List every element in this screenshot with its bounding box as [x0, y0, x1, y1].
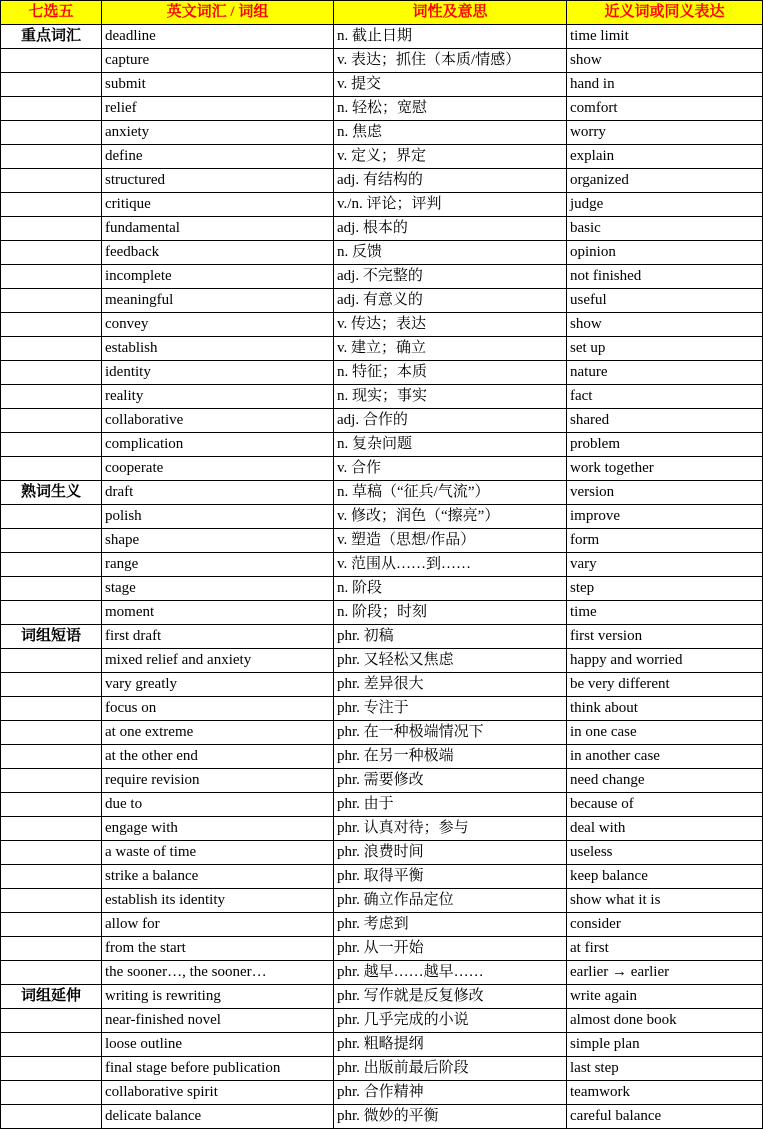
category-cell	[1, 937, 102, 961]
category-cell	[1, 553, 102, 577]
english-cell: define	[102, 145, 334, 169]
english-cell: establish its identity	[102, 889, 334, 913]
meaning-cell: v. 修改；润色（“擦亮”）	[334, 505, 567, 529]
synonym-cell: vary	[567, 553, 763, 577]
header-english: 英文词汇 / 词组	[102, 1, 334, 25]
category-cell: 熟词生义	[1, 481, 102, 505]
category-cell	[1, 145, 102, 169]
table-row	[1, 913, 763, 937]
synonym-cell: show	[567, 49, 763, 73]
table-row	[1, 73, 763, 97]
table-row	[1, 193, 763, 217]
category-cell: 重点词汇	[1, 25, 102, 49]
category-cell	[1, 289, 102, 313]
category-cell	[1, 1009, 102, 1033]
table-body	[1, 25, 763, 1129]
synonym-cell: need change	[567, 769, 763, 793]
english-cell: moment	[102, 601, 334, 625]
english-cell: focus on	[102, 697, 334, 721]
table-row	[1, 625, 763, 649]
english-cell: loose outline	[102, 1033, 334, 1057]
synonym-cell: be very different	[567, 673, 763, 697]
synonym-cell: nature	[567, 361, 763, 385]
category-cell	[1, 913, 102, 937]
english-cell: anxiety	[102, 121, 334, 145]
english-cell: identity	[102, 361, 334, 385]
meaning-cell: n. 反馈	[334, 241, 567, 265]
table-row	[1, 1105, 763, 1129]
english-cell: stage	[102, 577, 334, 601]
category-cell	[1, 217, 102, 241]
synonym-cell: version	[567, 481, 763, 505]
meaning-cell: adj. 有结构的	[334, 169, 567, 193]
table-row	[1, 217, 763, 241]
english-cell: capture	[102, 49, 334, 73]
synonym-cell: deal with	[567, 817, 763, 841]
english-cell: at the other end	[102, 745, 334, 769]
meaning-cell: phr. 确立作品定位	[334, 889, 567, 913]
table-row	[1, 937, 763, 961]
meaning-cell: phr. 考虑到	[334, 913, 567, 937]
meaning-cell: phr. 由于	[334, 793, 567, 817]
table-row	[1, 265, 763, 289]
table-row	[1, 1057, 763, 1081]
english-cell: critique	[102, 193, 334, 217]
table-row	[1, 673, 763, 697]
meaning-cell: phr. 粗略提纲	[334, 1033, 567, 1057]
category-cell	[1, 649, 102, 673]
category-cell	[1, 265, 102, 289]
meaning-cell: v. 定义；界定	[334, 145, 567, 169]
synonym-cell: useful	[567, 289, 763, 313]
table-row	[1, 577, 763, 601]
synonym-cell: careful balance	[567, 1105, 763, 1129]
english-cell: engage with	[102, 817, 334, 841]
english-cell: writing is rewriting	[102, 985, 334, 1009]
table-row	[1, 745, 763, 769]
table-row	[1, 553, 763, 577]
meaning-cell: n. 阶段；时刻	[334, 601, 567, 625]
english-cell: near-finished novel	[102, 1009, 334, 1033]
table-row	[1, 529, 763, 553]
english-cell: allow for	[102, 913, 334, 937]
english-cell: due to	[102, 793, 334, 817]
category-cell	[1, 1033, 102, 1057]
table-row	[1, 793, 763, 817]
synonym-cell: problem	[567, 433, 763, 457]
table-row	[1, 649, 763, 673]
category-cell	[1, 457, 102, 481]
synonym-cell: keep balance	[567, 865, 763, 889]
meaning-cell: v. 建立；确立	[334, 337, 567, 361]
category-cell	[1, 697, 102, 721]
category-cell	[1, 673, 102, 697]
meaning-cell: n. 焦虑	[334, 121, 567, 145]
meaning-cell: adj. 合作的	[334, 409, 567, 433]
table-row	[1, 601, 763, 625]
synonym-cell: shared	[567, 409, 763, 433]
english-cell: final stage before publication	[102, 1057, 334, 1081]
category-cell	[1, 529, 102, 553]
synonym-cell: explain	[567, 145, 763, 169]
table-row	[1, 289, 763, 313]
synonym-cell: almost done book	[567, 1009, 763, 1033]
table-row	[1, 25, 763, 49]
category-cell: 词组短语	[1, 625, 102, 649]
synonym-cell: useless	[567, 841, 763, 865]
category-cell	[1, 385, 102, 409]
table-row	[1, 817, 763, 841]
english-cell: from the start	[102, 937, 334, 961]
english-cell: polish	[102, 505, 334, 529]
synonym-cell: work together	[567, 457, 763, 481]
header-row	[1, 1, 763, 25]
synonym-cell: simple plan	[567, 1033, 763, 1057]
header-category: 七选五	[1, 1, 102, 25]
table-row	[1, 505, 763, 529]
category-cell	[1, 745, 102, 769]
synonym-cell: hand in	[567, 73, 763, 97]
table-row	[1, 457, 763, 481]
english-cell: draft	[102, 481, 334, 505]
meaning-cell: v. 提交	[334, 73, 567, 97]
synonym-cell: worry	[567, 121, 763, 145]
english-cell: fundamental	[102, 217, 334, 241]
meaning-cell: n. 现实；事实	[334, 385, 567, 409]
table-row	[1, 961, 763, 985]
synonym-cell: set up	[567, 337, 763, 361]
synonym-cell: time	[567, 601, 763, 625]
category-cell	[1, 889, 102, 913]
meaning-cell: v. 塑造（思想/作品）	[334, 529, 567, 553]
table-row	[1, 1009, 763, 1033]
synonym-cell: comfort	[567, 97, 763, 121]
table-row	[1, 769, 763, 793]
meaning-cell: phr. 出版前最后阶段	[334, 1057, 567, 1081]
synonym-cell: last step	[567, 1057, 763, 1081]
table-row	[1, 409, 763, 433]
meaning-cell: phr. 写作就是反复修改	[334, 985, 567, 1009]
english-cell: collaborative	[102, 409, 334, 433]
category-cell	[1, 601, 102, 625]
meaning-cell: n. 草稿（“征兵/气流”）	[334, 481, 567, 505]
english-cell: reality	[102, 385, 334, 409]
category-cell	[1, 505, 102, 529]
meaning-cell: phr. 浪费时间	[334, 841, 567, 865]
meaning-cell: n. 阶段	[334, 577, 567, 601]
category-cell	[1, 1057, 102, 1081]
table-row	[1, 121, 763, 145]
table-row	[1, 721, 763, 745]
meaning-cell: phr. 专注于	[334, 697, 567, 721]
meaning-cell: v. 表达；抓住（本质/情感）	[334, 49, 567, 73]
category-cell	[1, 769, 102, 793]
table-row	[1, 481, 763, 505]
table-row	[1, 145, 763, 169]
meaning-cell: phr. 取得平衡	[334, 865, 567, 889]
synonym-cell: in one case	[567, 721, 763, 745]
synonym-cell: form	[567, 529, 763, 553]
table-header	[1, 1, 763, 25]
synonym-cell: happy and worried	[567, 649, 763, 673]
category-cell	[1, 121, 102, 145]
meaning-cell: adj. 不完整的	[334, 265, 567, 289]
category-cell	[1, 793, 102, 817]
synonym-cell: earlier → earlier	[567, 961, 763, 985]
category-cell	[1, 865, 102, 889]
synonym-cell: basic	[567, 217, 763, 241]
english-cell: deadline	[102, 25, 334, 49]
synonym-cell: opinion	[567, 241, 763, 265]
synonym-cell: organized	[567, 169, 763, 193]
english-cell: mixed relief and anxiety	[102, 649, 334, 673]
english-cell: relief	[102, 97, 334, 121]
english-cell: convey	[102, 313, 334, 337]
category-cell	[1, 409, 102, 433]
meaning-cell: v./n. 评论；评判	[334, 193, 567, 217]
table-row	[1, 169, 763, 193]
synonym-cell: write again	[567, 985, 763, 1009]
english-cell: delicate balance	[102, 1105, 334, 1129]
category-cell	[1, 49, 102, 73]
table-row	[1, 841, 763, 865]
meaning-cell: n. 轻松；宽慰	[334, 97, 567, 121]
meaning-cell: v. 传达；表达	[334, 313, 567, 337]
meaning-cell: adj. 根本的	[334, 217, 567, 241]
english-cell: a waste of time	[102, 841, 334, 865]
category-cell	[1, 241, 102, 265]
category-cell	[1, 193, 102, 217]
meaning-cell: phr. 认真对待；参与	[334, 817, 567, 841]
category-cell	[1, 97, 102, 121]
synonym-cell: consider	[567, 913, 763, 937]
header-synonym: 近义词或同义表达	[567, 1, 763, 25]
synonym-cell: step	[567, 577, 763, 601]
meaning-cell: n. 截止日期	[334, 25, 567, 49]
table-row	[1, 337, 763, 361]
category-cell	[1, 337, 102, 361]
english-cell: feedback	[102, 241, 334, 265]
category-cell	[1, 313, 102, 337]
meaning-cell: v. 合作	[334, 457, 567, 481]
meaning-cell: phr. 初稿	[334, 625, 567, 649]
meaning-cell: phr. 越早……越早……	[334, 961, 567, 985]
table-row	[1, 1081, 763, 1105]
meaning-cell: phr. 在一种极端情况下	[334, 721, 567, 745]
meaning-cell: phr. 又轻松又焦虑	[334, 649, 567, 673]
category-cell	[1, 817, 102, 841]
meaning-cell: phr. 微妙的平衡	[334, 1105, 567, 1129]
table-row	[1, 433, 763, 457]
table-row	[1, 1033, 763, 1057]
table-row	[1, 889, 763, 913]
english-cell: cooperate	[102, 457, 334, 481]
table-row	[1, 385, 763, 409]
synonym-cell: show what it is	[567, 889, 763, 913]
english-cell: complication	[102, 433, 334, 457]
english-cell: first draft	[102, 625, 334, 649]
table-row	[1, 865, 763, 889]
english-cell: strike a balance	[102, 865, 334, 889]
category-cell	[1, 73, 102, 97]
meaning-cell: v. 范围从……到……	[334, 553, 567, 577]
synonym-cell: not finished	[567, 265, 763, 289]
synonym-cell: improve	[567, 505, 763, 529]
synonym-cell: first version	[567, 625, 763, 649]
english-cell: establish	[102, 337, 334, 361]
table-row	[1, 313, 763, 337]
english-cell: require revision	[102, 769, 334, 793]
english-cell: range	[102, 553, 334, 577]
synonym-cell: judge	[567, 193, 763, 217]
meaning-cell: phr. 差异很大	[334, 673, 567, 697]
category-cell	[1, 721, 102, 745]
meaning-cell: phr. 从一开始	[334, 937, 567, 961]
synonym-cell: at first	[567, 937, 763, 961]
meaning-cell: phr. 几乎完成的小说	[334, 1009, 567, 1033]
english-cell: at one extreme	[102, 721, 334, 745]
english-cell: incomplete	[102, 265, 334, 289]
meaning-cell: adj. 有意义的	[334, 289, 567, 313]
synonym-cell: teamwork	[567, 1081, 763, 1105]
category-cell	[1, 961, 102, 985]
synonym-cell: think about	[567, 697, 763, 721]
category-cell	[1, 361, 102, 385]
table-row	[1, 361, 763, 385]
synonym-cell: fact	[567, 385, 763, 409]
english-cell: submit	[102, 73, 334, 97]
table-row	[1, 97, 763, 121]
synonym-cell: in another case	[567, 745, 763, 769]
category-cell	[1, 1081, 102, 1105]
english-cell: vary greatly	[102, 673, 334, 697]
category-cell: 词组延伸	[1, 985, 102, 1009]
category-cell	[1, 169, 102, 193]
synonym-cell: show	[567, 313, 763, 337]
english-cell: shape	[102, 529, 334, 553]
header-meaning: 词性及意思	[334, 1, 567, 25]
table-row	[1, 697, 763, 721]
category-cell	[1, 1105, 102, 1129]
category-cell	[1, 433, 102, 457]
category-cell	[1, 577, 102, 601]
meaning-cell: phr. 合作精神	[334, 1081, 567, 1105]
table-row	[1, 241, 763, 265]
table-row	[1, 985, 763, 1009]
category-cell	[1, 841, 102, 865]
meaning-cell: n. 特征；本质	[334, 361, 567, 385]
meaning-cell: phr. 需要修改	[334, 769, 567, 793]
synonym-cell: time limit	[567, 25, 763, 49]
english-cell: meaningful	[102, 289, 334, 313]
meaning-cell: phr. 在另一种极端	[334, 745, 567, 769]
english-cell: collaborative spirit	[102, 1081, 334, 1105]
meaning-cell: n. 复杂问题	[334, 433, 567, 457]
synonym-cell: because of	[567, 793, 763, 817]
english-cell: structured	[102, 169, 334, 193]
english-cell: the sooner…, the sooner…	[102, 961, 334, 985]
table-row	[1, 49, 763, 73]
